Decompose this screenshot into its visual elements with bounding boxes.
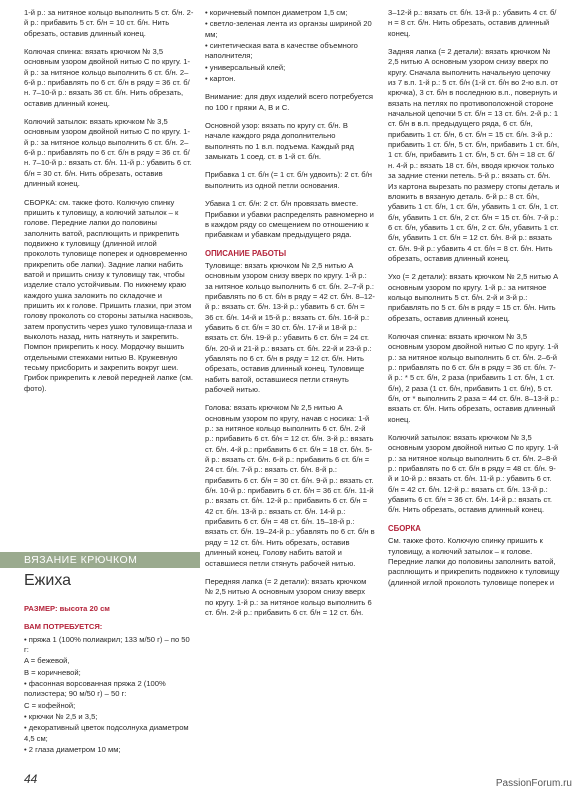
- head-paragraph: Голова: вязать крючком № 2,5 нитью А основным узором по кругу, начав с носика: 1-й р.: за нитяное кольцо выполнить 6 ст. б/н. 2-й р.: прибавить 6 ст. б/н = 12 ст. б/н. 3-й р.: вязать ст. б/н. 4-й р.: прибавить 6 ст. б/н = 18 ст. б/н. 5-й р.: вязать ст. б/н. 6-й р.: прибавить 6 ст. б/н = 24 ст. б/н. 7-й р.: вязать ст. б/н. 8-й р.: прибавить 6 ст. б/н = 30 ст. б/н. 9-й р.: вязать ст. б/н. 10-й р.: прибавить 6 ст. б/н = 36 ст. б/н. 11-й р.: вязать ст. б/н. 12-й р.: прибавить 6 ст. б/н = 42 ст. б/н. 13-й р.: вязать ст. б/н. 14-й р.: прибавить 6 ст. б/н = 48 ст. б/н. 15–18-й р.: вязать ст. б/н. 19–24-й р.: убавлять по 6 ст. б/н в ряду = 12 ст. б/н. Нить обрезать, оставив длинный конец. Голову набить ватой и оставшиеся петли стянуть рабочей нитью.: [205, 403, 375, 568]
- assembly-heading: СБОРКА: [388, 523, 421, 533]
- attention-note: Внимание: для двух изделий всего потребуется по 100 г пряжи A, B и C.: [205, 92, 373, 112]
- paragraph: 1-й р.: за нитяное кольцо выполнить 5 ст. б/н. 2-й р.: прибавить 5 ст. б/н = 10 ст. б/н. Нить обрезать, оставив длинный конец.: [24, 8, 194, 38]
- list-item: • картон.: [205, 74, 236, 84]
- back-paragraph: Колючая спинка: вязать крючком № 3,5 основным узором двойной нитью С по кругу. 1-й р.: за нитяное кольцо выполнить 6 ст. б/н. 2–6-й р.: прибавлять по 6 ст. б/н в ряду = 36 ст. б/н. 7-й р.: * 5 ст. б/н, 2 раза (прибавить 1 ст. б/н, 1 ст. б/н), 2 раза (1 ст. б/н, прибавить 1 ст. б/н), 5 ст. б/н, от * выполнить 2 раза = 44 ст. б/н. 8–13-й р.: вязать ст. б/н. Нить обрезать, оставив длинный конец.: [388, 331, 560, 424]
- list-item: • декоративный цветок подсолнуха диаметром 4,5 см;: [24, 723, 189, 743]
- list-item: A = бежевой,: [24, 656, 70, 666]
- assembly-paragraph: См. также фото. Колючую спинку пришить к туловищу, а колючий затылок – к голове. Передние лапки до половины заполнить ватой, расплющить и прикрепить подвижно к туловищу (длинной иглой проколоть туловище поперек и: [388, 536, 560, 587]
- page-title: Ежиха: [24, 572, 72, 589]
- decrease-note: Убавка 1 ст. б/н: 2 ст. б/н провязать вместе. Прибавки и убавки распределять равномерно и в каждом ряду со смещением по отношению к прибавкам и убавкам предыдущего ряда.: [205, 199, 374, 240]
- column-2: [205, 8, 375, 620]
- size-line: РАЗМЕР: высота 20 см: [24, 604, 110, 613]
- list-item: C = кофейной;: [24, 700, 76, 710]
- paragraph-nape: Колючий затылок: вязать крючком № 3,5 основным узором двойной нитью С по кругу. 1-й р.: за нитяное кольцо выполнить 6 ст. б/н. 2–6-й р.: прибавлять по 6 ст. б/н в ряду = 36 ст. б/н. 7–10-й р.: вязать ст. б/н. 11-й р.: убавить 6 ст. б/н = 30 ст. б/н. Нить обрезать, оставив длинный конец.: [24, 117, 192, 189]
- page-number: 44: [24, 772, 38, 786]
- list-item: • 2 глаза диаметром 10 мм;: [24, 745, 121, 755]
- ear-paragraph: Ухо (= 2 детали): вязать крючком № 2,5 нитью А основным узором по кругу. 1-й р.: за нитяное кольцо выполнить 5 ст. б/н. 2-й и 3-й р.: прибавлять по 5 ст. б/н в ряду = 15 ст. б/н. Нить обрезать, оставив длинный конец.: [388, 272, 559, 323]
- materials-list: [24, 635, 194, 756]
- materials-block: [24, 604, 194, 756]
- front-paw-paragraph: Передняя лапка (= 2 детали): вязать крючком № 2,5 нитью А основным узором снизу вверх по кругу. 1-й р.: за нитяное кольцо выполнить 6 ст. б/н. 2-й р.: прибавить 6 ст. б/н = 12 ст. б/н.: [205, 576, 372, 617]
- list-item: • коричневый помпон диаметром 1,5 см;: [205, 8, 348, 17]
- watermark: PassionForum.ru: [495, 778, 572, 789]
- list-item: • фасонная ворсованная пряжа 2 (100% полиэстера; 90 м/50 г) – 50 г:: [24, 679, 166, 699]
- main-pattern: Основной узор: вязать по кругу ст. б/н. В начале каждого ряда дополнительно выполнять по 1 в.п. подъема. Каждый ряд замыкать 1 соед. ст. в 1-й ст. б/н.: [205, 121, 354, 162]
- list-item: • светло-зеленая лента из органзы шириной 20 мм;: [205, 19, 372, 39]
- section-label: ВЯЗАНИЕ КРЮЧКОМ: [0, 552, 200, 568]
- list-item: • пряжа 1 (100% полиакрил; 133 м/50 г) – по 50 г:: [24, 634, 190, 655]
- assembly-paragraph: СБОРКА: см. также фото. Колючую спинку пришить к туловищу, а колючий затылок – к голове. Передние лапки до половины заполнить ватой, расплющить и прикрепить подвижно к туловищу (длинной иглой проколоть туловище поперек и одновременно прикрепить обе лапки). Задние лапки набить ватой и пришить снизу к туловищу так, чтобы изделие стало устойчивым. По нижнему краю каждого ушка заложить по складочке и пришить их к голове. Пришить глазки, при этом голову проколоть со стороны затылка насквозь, затем пропустить через ушко туловища-глаза и выколоть назад, нить натянуть и закрепить. Помпон прикрепить к носу. Мордочку вышить отдельными стежками нитью В. Кружевную тесьму присборить и закрепить вокруг шеи. Грибок прикрепить к левой передней лапке (см. фото).: [24, 197, 194, 393]
- body-paragraph: Туловище: вязать крючком № 2,5 нитью А основным узором снизу вверх по кругу. 1-й р.: за нитяное кольцо выполнить 6 ст. б/н. 2–7-й р.: прибавлять по 6 ст. б/н в ряду = 42 ст. б/н. 8–12-й р.: вязать ст. б/н. 13-й р.: убавить 6 ст. б/н = 36 ст. б/н. 14-й и 15-й р.: вязать ст. б/н. 16-й р.: убавить 6 ст. б/н = 30 ст. б/н. 17-й и 18-й р.: вязать ст. б/н. 19-й р.: убавить 6 ст. б/н = 24 ст. б/н. 20-й и 21-й р.: вязать ст. б/н. 22-й и 23-й р.: убавлять по 6 ст. б/н в ряду = 12 ст. б/н. Нить обрезать, оставив длинный конец. Туловище набить ватой, оставшиеся петли стянуть рабочей нитью.: [205, 260, 375, 394]
- list-item: • универсальный клей;: [205, 62, 286, 72]
- nape-paragraph: Колючий затылок: вязать крючком № 3,5 основным узором двойной нитью С по кругу. 1-й р.: за нитяное кольцо выполнить 6 ст. б/н. 2–8-й р.: прибавлять по 6 ст. б/н в ряду = 48 ст. б/н. 9-й и 10-й р.: вязать ст. б/н. 11-й р.: убавить 6 ст. б/н = 42 ст. б/н. 12-й р.: вязать ст. б/н. 13-й р.: убавить 6 ст. б/н = 36 ст. б/н. 14-й р.: вязать ст. б/н. Нить обрезать, оставив длинный конец.: [388, 433, 559, 515]
- list-item: B = коричневой;: [24, 667, 81, 677]
- hind-paw-paragraph: Задняя лапка (= 2 детали): вязать крючком № 2,5 нитью А основным узором снизу вверх по кругу. Сначала выполнить начальную цепочку из 7 в.п. 1-й р.: 5 ст. б/н (1-й ст. б/н во 2-ю в.п. от крючка), 3 ст. б/н в последнюю в.п., повернуть и вязать на петлях по противоположной стороне начальной цепочки 5 ст. б/н = 13 ст. б/н. 2-й р.: 1 ст. б/н в в.п. предыдущего ряда, 6 ст. б/н, прибавить 1 ст. б/н, 6 ст. б/н = 15 ст. б/н. 3-й р.: прибавить 1 ст. б/н, 5 ст. б/н, прибавить 1 ст. б/н, 1 ст. б/н, прибавить 1 ст. б/н, 5 ст. б/н = 18 ст. б/н. 4-й р.: вязать 18 ст. б/н, вводя крючок только за задние стенки петель. 5-й р.: вязать ст. б/н. Из картона вырезать по размеру стопы деталь и вложить в вязаную деталь. 6-й р.: 8 ст. б/н, убавить 1 ст. б/н, 1 ст. б/н, убавить 1 ст. б/н, 1 ст. б/н, убавить 1 ст. б/н, 2 ст. б/н = 15 ст. б/н. 7-й р.: 6 ст. б/н, убавить 1 ст. б/н, 2 ст. б/н, убавить 1 ст. б/н, убавить 1 ст. б/н = 12 ст. б/н. 8-й р.: вязать ст. б/н. 9-й р.: убавить 4 ст. б/н = 8 ст. б/н. Нить обрезать, оставив длинный конец.: [388, 47, 560, 263]
- increase-note: Прибавка 1 ст. б/н (= 1 ст. б/н удвоить): 2 ст. б/н выполнить из одной петли основания.: [205, 170, 372, 190]
- list-item: • крючки № 2,5 и 3,5;: [24, 712, 98, 722]
- paragraph: 3–12-й р.: вязать ст. б/н. 13-й р.: убавить 4 ст. б/н = 8 ст. б/н. Нить обрезать, оставив длинный конец.: [388, 8, 557, 38]
- materials-heading: ВАМ ПОТРЕБУЕТСЯ:: [24, 622, 103, 632]
- column-3: [388, 8, 560, 590]
- work-heading: ОПИСАНИЕ РАБОТЫ: [205, 248, 287, 258]
- column-1: [24, 8, 194, 402]
- paragraph-back: Колючая спинка: вязать крючком № 3,5 основным узором двойной нитью С по кругу. 1-й р.: за нитяное кольцо выполнить 6 ст. б/н. 2–6-й р.: прибавлять по 6 ст. б/н в ряду = 36 ст. б/н. 7–10-й р.: вязать 36 ст. б/н. Нить обрезать, оставив длинный конец.: [24, 47, 191, 108]
- list-item: • синтетическая вата в качестве объемного наполнителя;: [205, 41, 358, 61]
- materials-list-cont: [205, 8, 375, 84]
